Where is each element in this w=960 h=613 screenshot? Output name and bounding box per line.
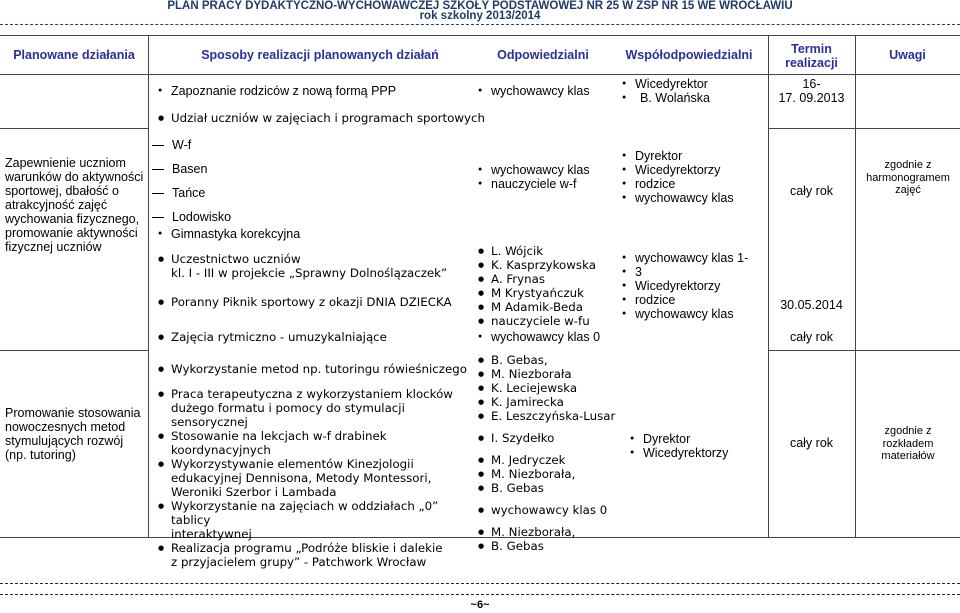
row-border-1b <box>768 128 960 129</box>
table-top-border <box>0 35 960 36</box>
col-divider-5 <box>768 35 769 537</box>
col-header-planned: Planowane działania <box>13 48 135 62</box>
col-divider-6 <box>855 35 856 537</box>
row-border-2b <box>768 350 960 351</box>
row1-gimnastyka: ● Gimnastyka korekcyjna <box>156 227 456 241</box>
row1-rytm-responsible: ● wychowawcy klas 0 <box>476 330 636 344</box>
row0-responsible: ● wychowawcy klas <box>476 84 616 98</box>
row1-term-a: cały rok <box>789 184 834 198</box>
row1-sub-list: W-f Basen Tańce Lodowisko <box>150 138 310 224</box>
row1-rytm: ● Zajęcia rytmiczno - umuzykalniające <box>156 330 456 344</box>
row2-responsible: ● B. Gebas, ● M. Niezborała ● K. Leciejewska ● K. Jamirecka ● E. Leszczyńska-Lusar ● I. Szydełko ● M. Jedryczek ● M. Niezborała, ● B. Gebas ● wychowawcy klas 0 ● M. Niezborała, ● B. Gebas <box>476 353 626 553</box>
school-year: rok szkolny 2013/2014 <box>419 10 541 22</box>
row0-co-responsible: ● Wicedyrektor ● B. Wolańska <box>620 77 760 105</box>
row1-intro: ● Udział uczniów w zajęciach i programach sportowych <box>156 111 496 125</box>
row-border-2 <box>0 350 148 351</box>
col-header-term: Termin realizacji <box>785 42 838 70</box>
row0-term: 16- 17. 09.2013 <box>778 77 845 105</box>
row1-uczestnictwo: ● Uczestnictwo uczniów kl. I - III w projekcie „Sprawny Dolnoślązaczek” <box>156 252 476 280</box>
col-header-co-responsible: Współodpowiedzialni <box>625 48 753 62</box>
header-row-border <box>0 74 960 75</box>
row0-method: ● Zapoznanie rodziców z nową formą PPP <box>156 84 456 98</box>
page-number: ~6~ <box>470 599 490 611</box>
row1-co-responsible-a: ● Dyrektor ● Wicedyrektorzy ● rodzice ● wychowawcy klas <box>620 149 766 205</box>
col-header-responsible: Odpowiedzialni <box>497 48 589 62</box>
col-header-notes: Uwagi <box>889 48 926 62</box>
col-divider-1 <box>148 35 149 537</box>
row2-notes: zgodnie z rozkładem materiałów <box>881 425 935 462</box>
row1-responsible-b: ● L. Wójcik ● K. Kasprzykowska ● A. Frynas ● M Krystyańczuk ● M Adamik-Beda ● nauczyciele w-fu <box>476 244 616 328</box>
row1-rytm-term: cały rok <box>789 330 834 344</box>
row1-responsible-a: ● wychowawcy klas ● nauczyciele w-f <box>476 163 616 191</box>
row2-planned: Promowanie stosowania nowoczesnych metod stymulujących rozwój (np. tutoring) <box>5 406 141 462</box>
row2-term: cały rok <box>789 436 834 450</box>
row2-co-responsible: ● Dyrektor ● Wicedyrektorzy <box>628 432 768 460</box>
header-divider <box>0 24 960 25</box>
col-header-methods: Sposoby realizacji planowanych działań <box>201 48 439 62</box>
row-border-1 <box>0 128 148 129</box>
row1-piknik: ● Poranny Piknik sportowy z okazji DNIA DZIECKA <box>156 295 476 309</box>
row1-planned: Zapewnienie uczniom warunków do aktywności sportowej, dbałość o atrakcyjność zajęć wychowania fizycznego, promowanie aktywności fizycznej uczniów <box>5 156 144 254</box>
document-title: PLAN PRACY DYDAKTYCZNO-WYCHOWAWCZEJ SZKOŁY PODSTAWOWEJ NR 25 W ZSP NR 15 WE WROCŁAWIU <box>167 0 793 12</box>
row1-co-responsible-b: ● wychowawcy klas 1- ● 3 ● Wicedyrektorzy ● rodzice ● wychowawcy klas <box>620 251 766 321</box>
row1-notes: zgodnie z harmonogramem zajęć <box>866 159 950 196</box>
row1-term-b: 30.05.2014 <box>780 298 843 312</box>
row2-methods: ● Wykorzystanie metod np. tutoringu rówieśniczego ● Praca terapeutyczna z wykorzystaniem klocków dużego formatu i pomocy do stymulacji sensorycznej ● Stosowanie na lekcjach w-f drabinek koordynacyjnych ● Wykorzystywanie elementów Kinezjologii edukacyjnej Dennisona, Metody Montessori, Weroniki Szerbor i Lambada ● Wykorzystanie na zajęciach w oddziałach „0” tablicy interaktywnej ● Realizacja programu „Podróże bliskie i dalekie z przyjacielem grupy” - Patchwork Wrocław <box>156 362 476 569</box>
footer-divider-2 <box>0 594 960 595</box>
footer-divider-1 <box>0 583 960 584</box>
